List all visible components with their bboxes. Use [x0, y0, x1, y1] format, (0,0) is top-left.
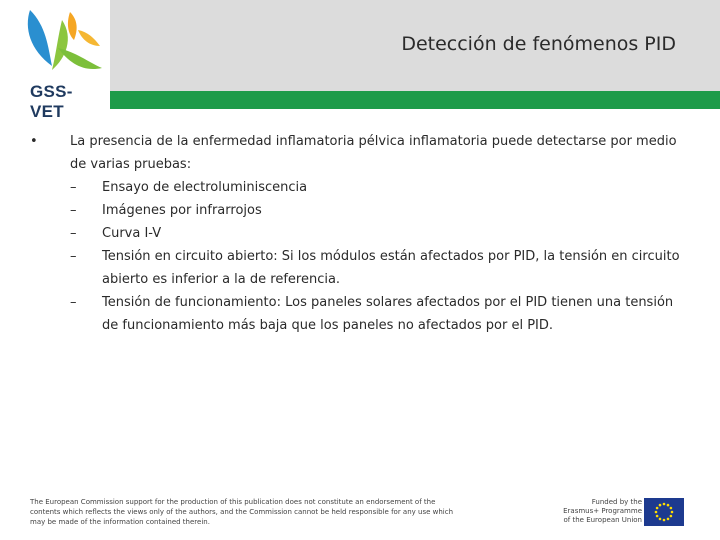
eu-flag-icon: [644, 498, 684, 526]
logo-text: GSS-VET: [30, 82, 73, 121]
sub-list-item: [30, 199, 690, 222]
sub-item-text: Imágenes por infrarrojos: [102, 203, 262, 218]
page-title: Detección de fenómenos PID: [401, 33, 676, 55]
sub-item-text: Tensión de funcionamiento: Los paneles solares afectados por el PID tienen una tensión de funcionamiento más baja que los paneles no afectados por el PID.: [102, 295, 674, 333]
bullet-icon: •: [30, 134, 38, 149]
dash-icon: –: [70, 249, 77, 264]
dash-icon: –: [70, 226, 77, 241]
leaf-logo-icon: [22, 6, 106, 86]
bullet-text: La presencia de la enfermedad inflamatoria pélvica inflamatoria puede detectarse por medio de varias pruebas:: [70, 134, 677, 172]
sub-list-item: [30, 176, 690, 199]
eu-disclaimer: The European Commission support for the production of this publication does not constitute an endorsement of the contents which reflects the views only of the authors, and the Commission cannot be held responsible for any use which may be made of the information contained therein.: [30, 498, 454, 526]
sub-item-text: Ensayo de electroluminiscencia: [102, 180, 308, 195]
sub-list-item: [30, 291, 690, 337]
sub-list-item: [30, 222, 690, 245]
dash-icon: –: [70, 203, 77, 218]
dash-icon: –: [70, 295, 77, 310]
sub-item-text: Curva I-V: [102, 226, 162, 241]
bullet-item: [30, 130, 690, 176]
sub-list: [30, 176, 690, 337]
sub-list-item: [30, 245, 690, 291]
gss-vet-logo: [22, 6, 106, 121]
slide-content: [30, 130, 690, 337]
sub-item-text: Tensión en circuito abierto: Si los módulos están afectados por PID, la tensión en circuito abierto es inferior a la de referencia.: [102, 249, 680, 287]
header-green-stripe: [110, 91, 720, 109]
funded-by-text: Funded by the Erasmus+ Programme of the European Union: [563, 498, 642, 524]
dash-icon: –: [70, 180, 77, 195]
